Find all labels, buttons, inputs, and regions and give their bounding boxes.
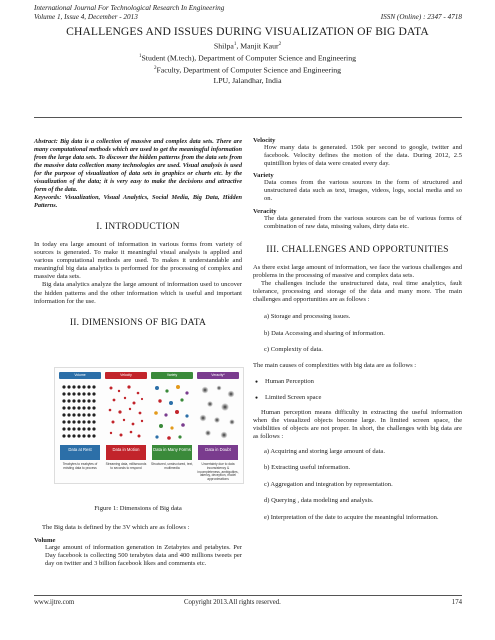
- figure-desc-velocity: Streaming data, milliseconds to seconds to respond: [105, 462, 147, 470]
- paper-title: CHALLENGES AND ISSUES DURING VISUALIZATION OF BIG DATA: [66, 25, 429, 38]
- list-item: e) Interpretation of the date to acquire the meaningful information.: [264, 513, 439, 521]
- section-heading-introduction: I. INTRODUCTION: [96, 221, 180, 232]
- bullet-item: ● Human Perception: [253, 378, 462, 386]
- left-column-bottom: [34, 524, 242, 568]
- figure-box-volume: Data at Rest: [60, 445, 100, 460]
- figure-head-volume: Volume: [59, 372, 101, 379]
- figure-box-variety: Data in Many Forms: [152, 445, 192, 460]
- author-names: Shilpa$^1$, Manjit Kaur$^2$: [213, 41, 282, 51]
- journal-issn: ISSN (Online) : 2347 - 4718: [380, 13, 462, 21]
- figure-caption: Figure 1: Dimensions of Big data: [94, 505, 182, 512]
- volume-heading: Volume: [34, 537, 56, 545]
- bullet-item: ● Limited Screen space: [253, 394, 462, 402]
- journal-header: [34, 4, 462, 22]
- affiliation-3: LPU, Jalandhar, India: [213, 76, 282, 86]
- figure-head-velocity: Velocity: [105, 372, 147, 379]
- figure-box-velocity: Data in Motion: [106, 445, 146, 460]
- figure-desc-veracity: Uncertainty due to data inconsistency & incompleteness, ambiguities, latency, deception, model approximations: [197, 462, 239, 482]
- right-column: [253, 137, 462, 530]
- variety-text: Data comes from the various sources in the form of structured and unstructured data such as text, images, videos, logs, social media and so on.: [264, 179, 462, 203]
- keywords-text: Keywords: Visualization, Visual Analytics, Social Media, Big Data, Hidden Patterns.: [34, 194, 242, 209]
- list-item: a) Acquiring and storing large amount of data.: [264, 448, 385, 456]
- footer-site: www.ijtre.com: [34, 599, 75, 606]
- footer-page-number: 174: [451, 599, 462, 606]
- volume-text: Large amount of information generation in Zetabytes and petabytes. Per Day facebook is collecting 500 terabytes data and 400 millions tweets per day on twitter and 3 billion facebook likes and comments etc.: [45, 544, 242, 568]
- section-heading-challenges: III. CHALLENGES AND OPPORTUNITIES: [266, 243, 449, 255]
- veracity-text: The data generated from the various sources can be of various forms of combination of raw data, missing values, dirty data etc.: [264, 214, 462, 230]
- figure-column-veracity: [197, 372, 239, 480]
- figure-desc-variety: Structured, unstructured, text, multimedia: [151, 462, 193, 470]
- veracity-heading: Veracity: [253, 207, 277, 215]
- list-item: c) Aggregation and integration by representation.: [264, 480, 393, 488]
- volume-dots-graphic: [59, 382, 101, 442]
- journal-volume: Volume 1, Issue 4, December - 2013: [34, 13, 138, 21]
- affiliation-2: $^2$Faculty, Department of Computer Science and Engineering: [153, 65, 342, 75]
- velocity-dots-graphic: [105, 382, 147, 442]
- footer-copyright: Copyright 2013.All rights reserved.: [184, 599, 281, 606]
- figure-head-veracity: Veracity*: [197, 372, 239, 379]
- challenges-list-1: [253, 313, 462, 354]
- author-block: [0, 40, 495, 87]
- affiliation-1: $^1$Student (M.tech), Department of Computer Science and Engineering: [138, 53, 357, 63]
- list-item: b) Data Accessing and sharing of information.: [264, 329, 385, 337]
- abstract-text: Abstract: Big data is a collection of massive and complex data sets. There are many computational methods which are used to get the meaningful information from the large data sets. To discover the hidden patterns from the data sets from the massive data collection many technologies are used. Visual analysis is used for the purpose of visualization of data sets in graphics or charts etc. by the visualization of the data; it is very easy to make the decisions and attractive form of the data.: [34, 138, 242, 193]
- challenges-list-2: [253, 448, 462, 522]
- list-item: c) Complexity of data.: [264, 346, 323, 353]
- velocity-text: How many data is generated. 150k per second to google, twitter and facebook. Velocity defines the motion of the data. During 2012, 2.5 quintillion bytes of data were created every day.: [264, 144, 462, 168]
- divider-top: [34, 117, 462, 118]
- section-heading-dimensions: II. DIMENSIONS OF BIG DATA: [69, 316, 207, 328]
- figure-column-variety: [151, 372, 193, 480]
- variety-heading: Variety: [253, 172, 274, 180]
- human-perception-paragraph: Human perception means difficulty in extracting the useful information when the visualized objects become large. In limited screen space, the visibilities of objects are not proper. In short, the challenges with big data are as follows :: [253, 408, 462, 440]
- challenges-paragraph-2: The challenges include the unstructured data, real time analytics, fault tolerance, processing and storage of the data and many more. The main challenges and opportunities are as follows :: [253, 279, 462, 304]
- veracity-dots-graphic: [197, 382, 239, 442]
- figure-dimensions: [54, 367, 244, 484]
- figure-box-veracity: Data in Doubt: [198, 445, 238, 460]
- velocity-heading: Velocity: [253, 137, 276, 144]
- figure-desc-volume: Terabytes to exabytes of existing data to process: [62, 462, 98, 470]
- intro-paragraph-2: Big data analytics analyze the large amount of information used to uncover the hidden patterns and the other information which is useful and important information for the use.: [34, 281, 242, 305]
- figure-head-variety: Variety: [151, 372, 193, 379]
- divider-bottom: [34, 595, 462, 596]
- list-item: b) Extracting useful information.: [264, 464, 351, 472]
- variety-dots-graphic: [151, 382, 193, 442]
- challenges-paragraph-1: As there exist large amount of information, we face the various challenges and problems in the processing of massive and complex data sets.: [253, 263, 462, 279]
- list-item: a) Storage and processing issues.: [264, 313, 351, 321]
- complexity-causes-intro: The main causes of complexities with big data are as follows :: [253, 362, 417, 370]
- journal-name: International Journal For Technological Research In Engineering: [34, 4, 225, 12]
- dimensions-intro: The Big data is defined by the 3V which are as follows :: [42, 524, 190, 531]
- left-column: [34, 138, 242, 328]
- intro-paragraph-1: In today era large amount of information in various forms from variety of sources is generated. To make it meaningful visual analysis is applied and various computational methods are used. To makes it understandable and meaningful big data analytics is performed for the processing of complex and massive data sets.: [34, 241, 242, 281]
- complexity-bullets: [253, 378, 462, 401]
- figure-column-velocity: [105, 372, 147, 480]
- figure-column-volume: [59, 372, 101, 480]
- list-item: d) Querying , data modeling and analysis.: [264, 497, 374, 505]
